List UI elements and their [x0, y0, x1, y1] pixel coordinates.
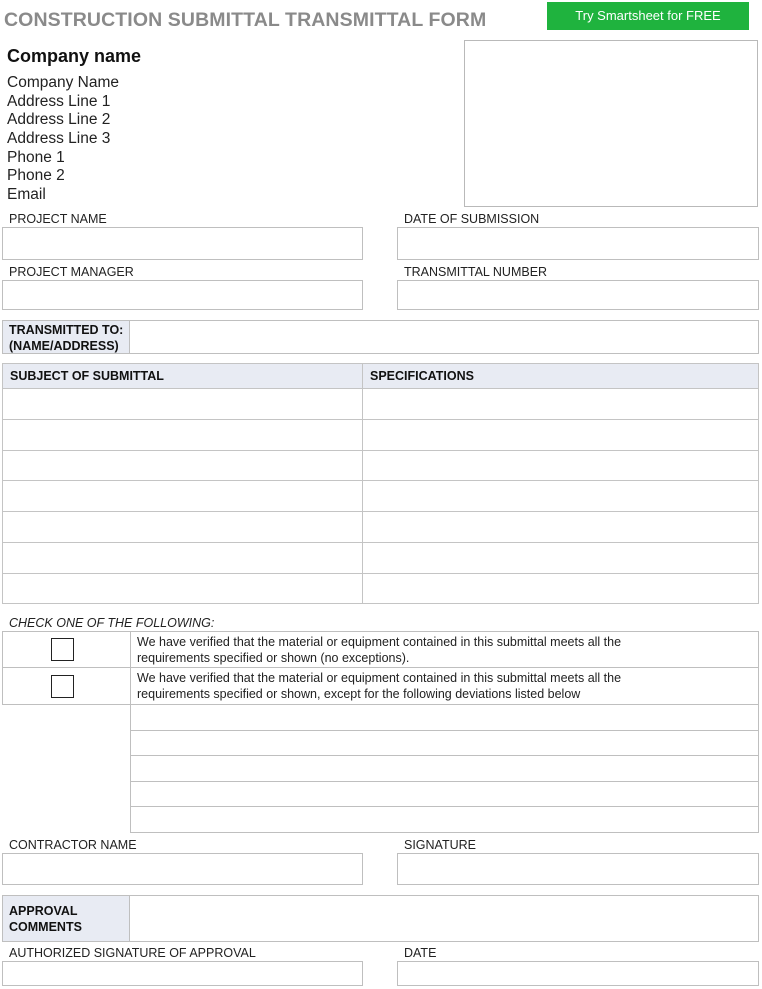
check-option-2-line-1: We have verified that the material or equipment contained in this submittal meets all the: [137, 671, 622, 685]
email-line: Email: [7, 186, 46, 203]
project-manager-label: PROJECT MANAGER: [9, 265, 134, 279]
address-line-3: Address Line 3: [7, 130, 111, 147]
specifications-cell[interactable]: [363, 419, 759, 450]
deviation-line[interactable]: [130, 806, 759, 833]
specifications-cell[interactable]: [363, 542, 759, 573]
specifications-header: SPECIFICATIONS: [363, 364, 759, 389]
signature-field[interactable]: [397, 853, 759, 885]
submittal-table: [2, 363, 759, 604]
table-row: [3, 389, 759, 420]
try-smartsheet-button[interactable]: Try Smartsheet for FREE: [547, 2, 749, 30]
comments-label: COMMENTS: [9, 920, 82, 934]
date-of-submission-field[interactable]: [397, 227, 759, 260]
address-line-1: Address Line 1: [7, 93, 111, 110]
subject-of-submittal-header: SUBJECT OF SUBMITTAL: [3, 364, 363, 389]
subject-cell[interactable]: [3, 512, 363, 543]
check-option-2-line-2: requirements specified or shown, except for the following deviations listed below: [137, 687, 581, 701]
table-row: [3, 573, 759, 604]
date-field[interactable]: [397, 961, 759, 986]
subject-cell[interactable]: [3, 389, 363, 420]
check-option-1-line-2: requirements specified or shown (no exceptions).: [137, 651, 410, 665]
specifications-cell[interactable]: [363, 450, 759, 481]
project-manager-field[interactable]: [2, 280, 363, 310]
authorized-signature-label: AUTHORIZED SIGNATURE OF APPROVAL: [9, 946, 256, 960]
subject-cell[interactable]: [3, 542, 363, 573]
table-row: [3, 450, 759, 481]
project-name-label: PROJECT NAME: [9, 212, 107, 226]
logo-placeholder[interactable]: [464, 40, 758, 207]
form-title: CONSTRUCTION SUBMITTAL TRANSMITTAL FORM: [4, 9, 487, 31]
transmitted-to-label: TRANSMITTED TO:: [9, 323, 124, 337]
company-name-line: Company Name: [7, 74, 119, 91]
signature-label: SIGNATURE: [404, 838, 476, 852]
check-option-1-line-1: We have verified that the material or equipment contained in this submittal meets all the: [137, 635, 622, 649]
approval-comments-label-cell: [3, 896, 130, 941]
contractor-name-field[interactable]: [2, 853, 363, 885]
phone-2-line: Phone 2: [7, 167, 65, 184]
check-column-divider-2: [130, 668, 131, 704]
deviation-line[interactable]: [130, 781, 759, 807]
date-of-submission-label: DATE OF SUBMISSION: [404, 212, 540, 226]
specifications-cell[interactable]: [363, 512, 759, 543]
date-label: DATE: [404, 946, 437, 960]
check-option-1-checkbox[interactable]: [51, 638, 74, 661]
subject-cell[interactable]: [3, 481, 363, 512]
deviation-line[interactable]: [130, 730, 759, 756]
transmittal-number-label: TRANSMITTAL NUMBER: [404, 265, 548, 279]
subject-cell[interactable]: [3, 450, 363, 481]
address-line-2: Address Line 2: [7, 111, 111, 128]
authorized-signature-field[interactable]: [2, 961, 363, 986]
table-row: [3, 512, 759, 543]
transmitted-to-field[interactable]: [131, 321, 758, 353]
table-row: [3, 542, 759, 573]
transmittal-number-field[interactable]: [397, 280, 759, 310]
table-row: [3, 419, 759, 450]
table-header-row: [3, 364, 759, 389]
phone-1-line: Phone 1: [7, 149, 65, 166]
approval-comments-field[interactable]: [131, 896, 758, 941]
project-name-field[interactable]: [2, 227, 363, 260]
check-one-heading: CHECK ONE OF THE FOLLOWING:: [9, 616, 215, 630]
specifications-cell[interactable]: [363, 389, 759, 420]
check-option-2-checkbox[interactable]: [51, 675, 74, 698]
specifications-cell[interactable]: [363, 573, 759, 604]
company-heading: Company name: [7, 46, 142, 66]
subject-cell[interactable]: [3, 573, 363, 604]
subject-cell[interactable]: [3, 419, 363, 450]
name-address-label: (NAME/ADDRESS): [9, 339, 119, 353]
specifications-cell[interactable]: [363, 481, 759, 512]
transmitted-to-label-cell: [3, 321, 130, 353]
deviation-line[interactable]: [130, 755, 759, 782]
approval-label: APPROVAL: [9, 904, 78, 918]
deviation-line[interactable]: [130, 704, 759, 731]
table-row: [3, 481, 759, 512]
contractor-name-label: CONTRACTOR NAME: [9, 838, 137, 852]
